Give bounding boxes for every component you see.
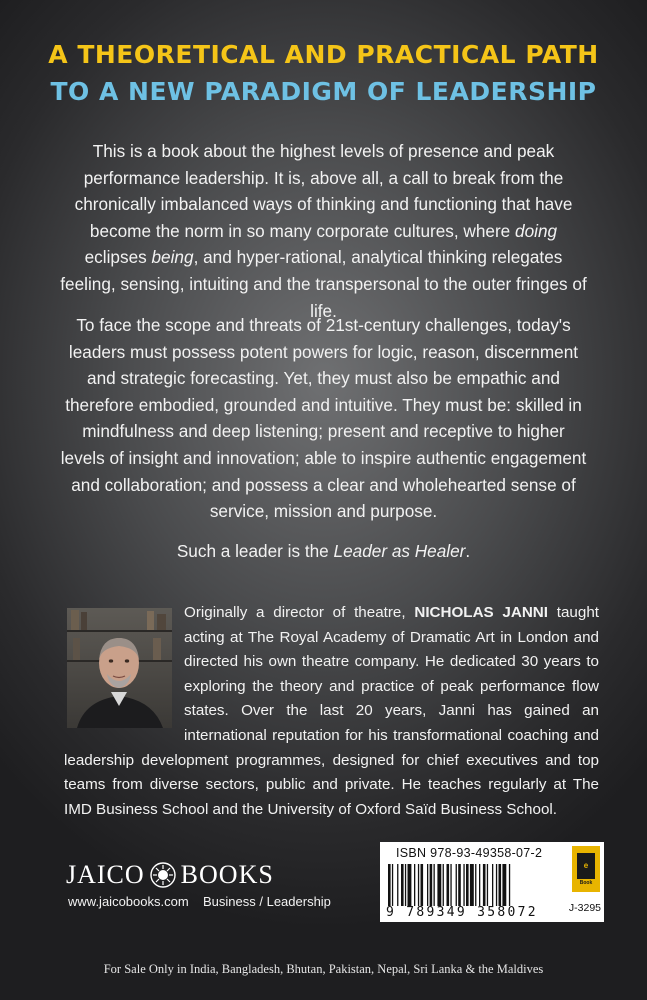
intro-emphasis-doing: doing xyxy=(515,220,558,241)
bio-intro: Originally a director of theatre, xyxy=(184,604,415,621)
healer-prefix: Such a leader is the xyxy=(176,541,334,561)
headline-line-2: TO A NEW PARADIGM OF LEADERSHIP xyxy=(50,77,597,106)
intro-emphasis-being: being xyxy=(151,247,194,268)
sun-emblem-icon xyxy=(150,862,176,888)
ebook-badge-label: Book xyxy=(579,879,593,886)
book-category: Business / Leadership xyxy=(203,894,331,909)
bio-photo-spacer xyxy=(64,601,184,731)
barcode-digits: 9 789349 358072 xyxy=(386,905,538,920)
publisher-name-right: BOOKS xyxy=(180,860,274,889)
healer-suffix: . xyxy=(465,541,471,561)
headline-line-1: A THEORETICAL AND PRACTICAL PATH xyxy=(48,40,599,69)
author-bio xyxy=(64,601,599,822)
ebook-badge xyxy=(572,846,600,892)
sale-territory-footer: For Sale Only in India, Bangladesh, Bhutan, Pakistan, Nepal, Sri Lanka & the Maldives xyxy=(103,962,544,976)
intro-text-3: , and hyper-rational, analytical thinking relegates feeling, sensing, intuiting and the transpersonal to the outer fringes of life. xyxy=(60,247,587,321)
barcode-bars xyxy=(388,864,564,906)
book-code: J-3295 xyxy=(568,902,601,914)
challenges-paragraph: To face the scope and threats of 21st-century challenges, today's leaders must possess potent powers for logic, reason, discernment and strategic forecasting. Yet, they must also be empathic and therefore embodied, grounded and intuitive. They must be: skilled in mindfulness and deep listening; present and receptive to higher levels of insight and innovation; able to inspire authentic engagement and collaboration; and possess a clear and wholehearted sense of service, mission and purpose. xyxy=(60,315,587,522)
publisher-name-left: JAICO xyxy=(66,860,145,889)
intro-text-2: eclipses xyxy=(84,247,152,268)
publisher-website[interactable]: www.jaicobooks.com xyxy=(68,894,189,909)
leader-as-healer-paragraph xyxy=(60,538,587,565)
isbn-label: ISBN 978-93-49358-07-2 xyxy=(396,846,543,860)
intro-paragraph xyxy=(60,138,587,324)
intro-text-1: This is a book about the highest levels of presence and peak performance leadership. It is, above all, a call to break from the chronically imbalanced ways of thinking and functioning that have become the norm in so many corporate cultures, where xyxy=(74,141,573,241)
ebook-icon: e xyxy=(577,853,595,879)
bio-rest: taught acting at The Royal Academy of Dramatic Art in London and directed his own theatre company. He dedicated 30 years to exploring the theory and practice of peak performance flow states. Over the last 20 years, Janni has gained an international reputation for his transformational coaching and leadership development programmes, designed for chief executives and top teams from diverse sectors, public and private. He teaches regularly at The IMD Business School and the University of Oxford Saïd Business School. xyxy=(64,604,599,818)
healer-emphasis: Leader as Healer xyxy=(333,541,466,561)
publisher-logo xyxy=(66,860,274,890)
author-name: NICHOLAS JANNI xyxy=(414,604,548,621)
barcode-panel xyxy=(380,842,604,922)
